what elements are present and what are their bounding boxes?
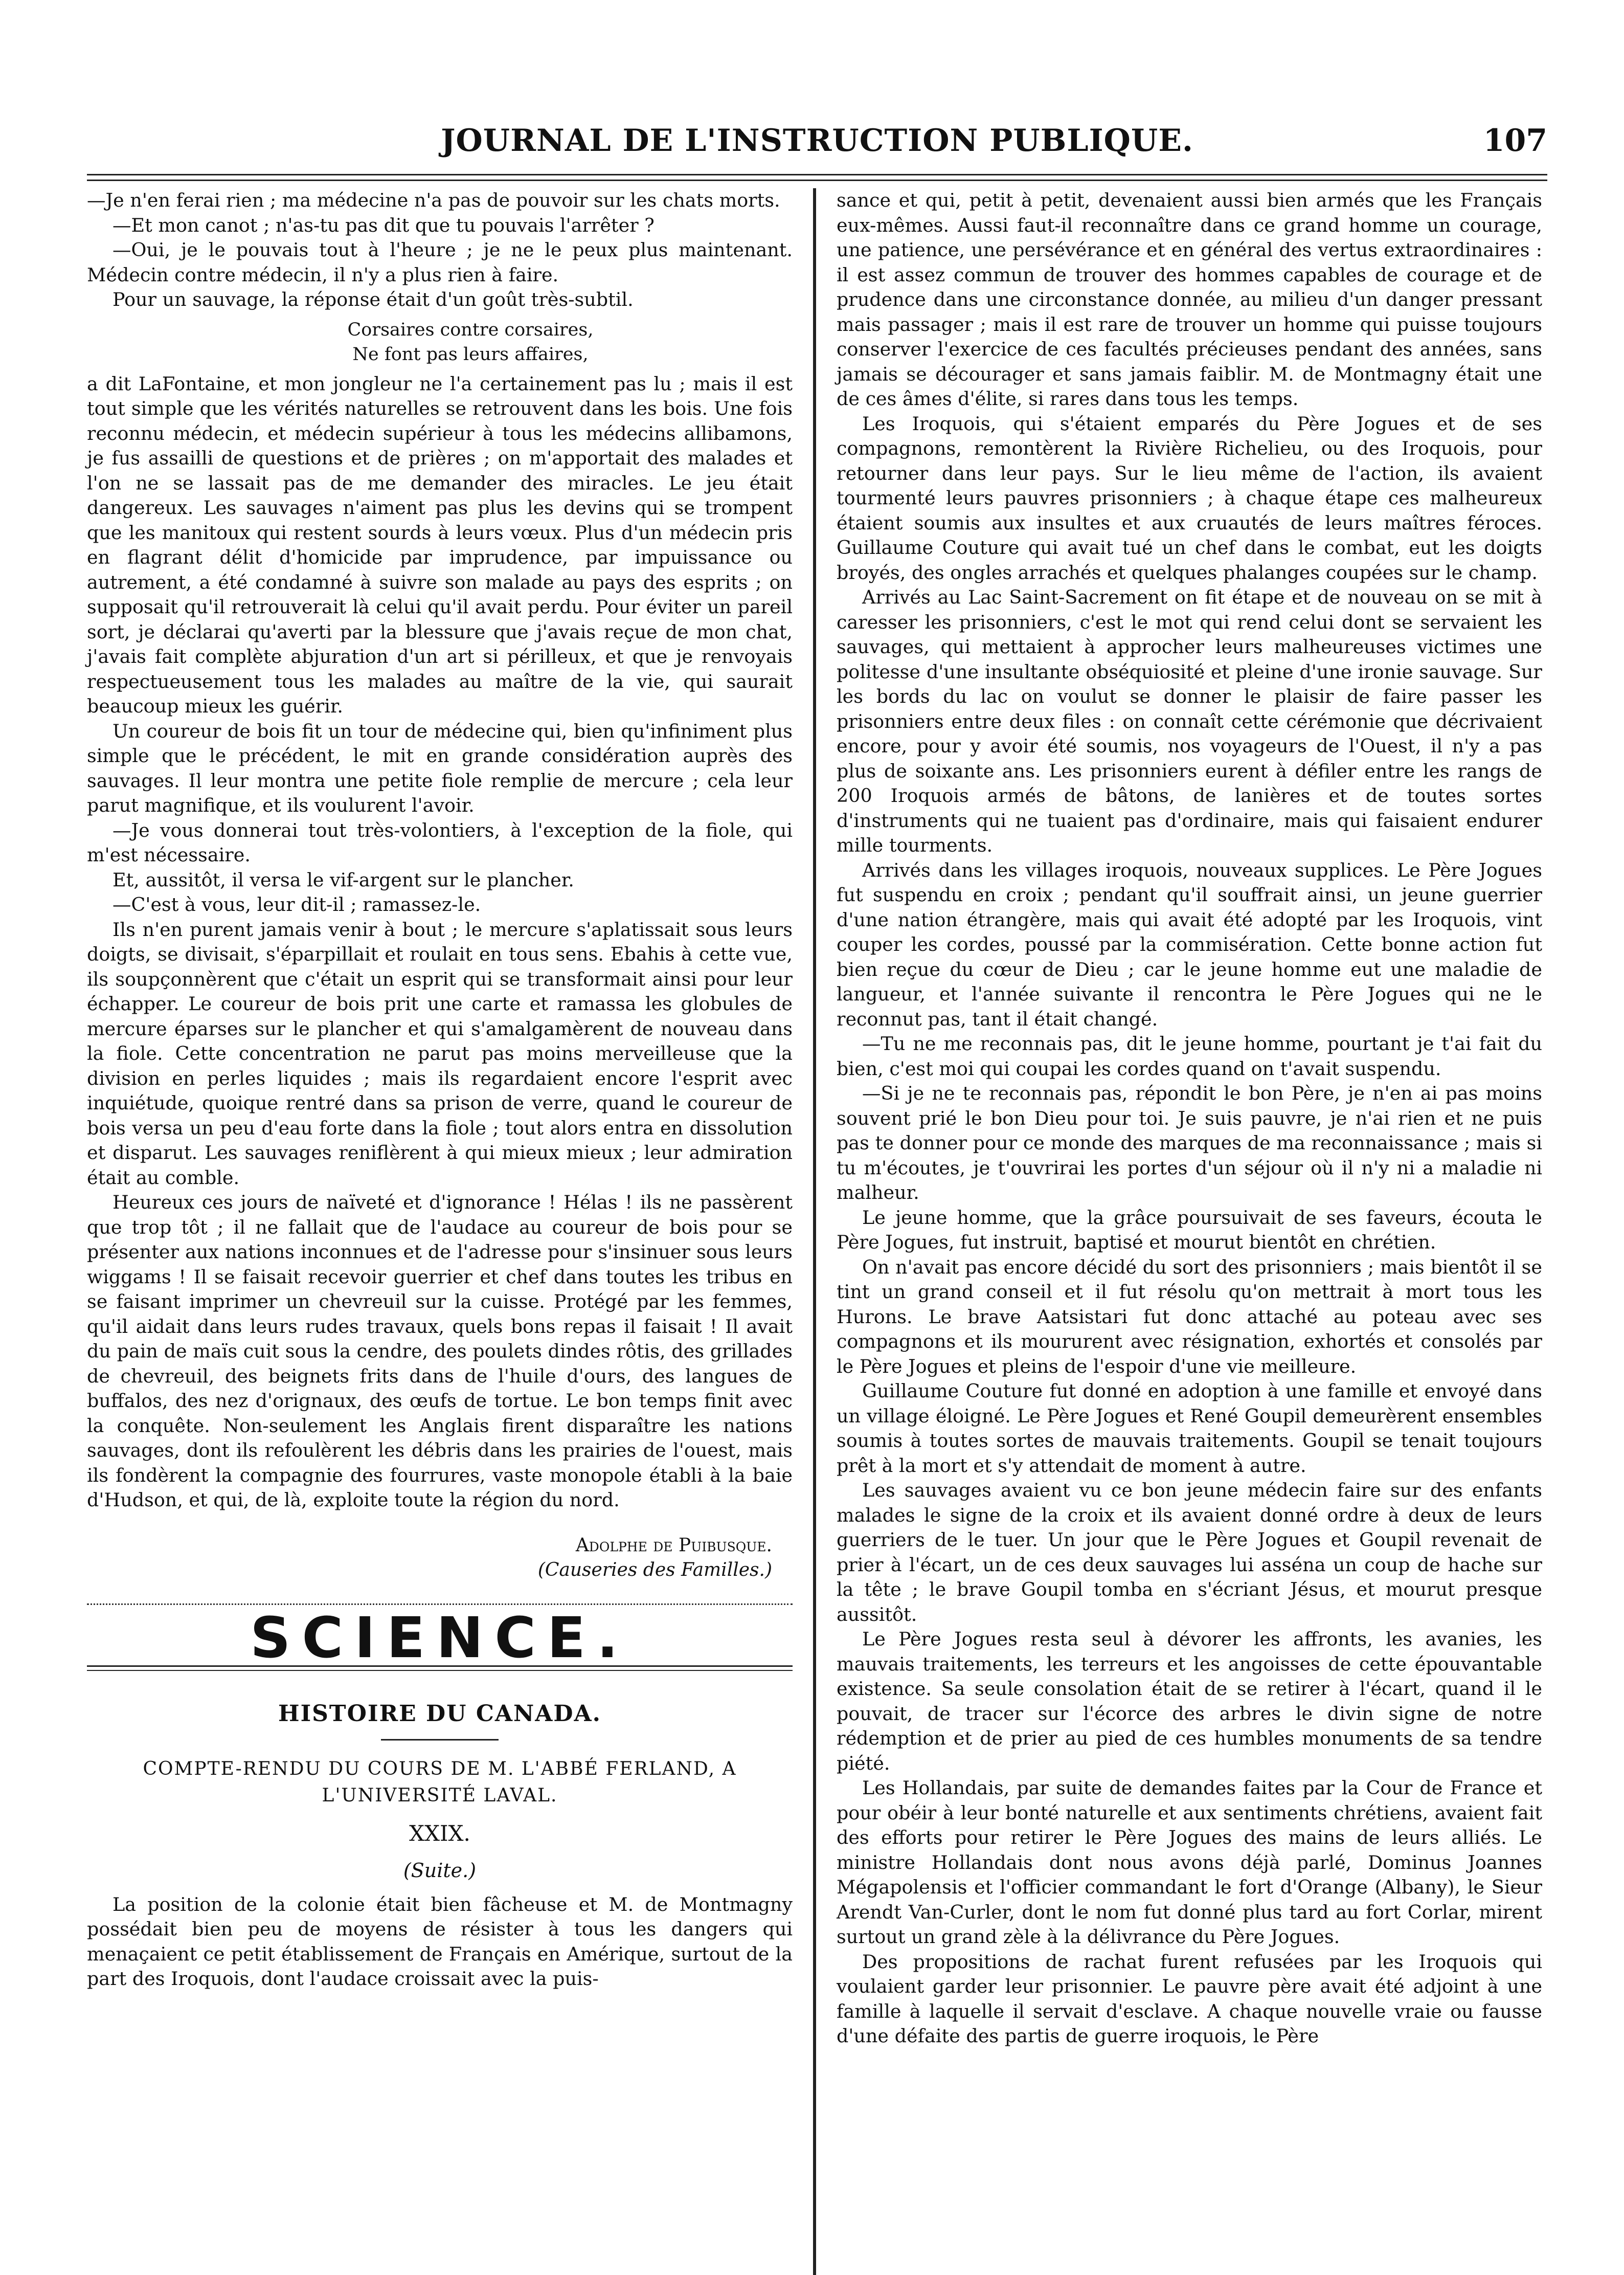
- verse-line: Corsaires contre corsaires,: [347, 319, 594, 340]
- verse-line: Ne font pas leurs affaires,: [352, 344, 589, 365]
- source-citation: (Causeries des Familles.): [537, 1559, 772, 1580]
- paragraph: Des propositions de rachat furent refusées par les Iroquois qui voulaient garder leur prisonnier. Le pauvre père avait été adjoint à une famille à laquelle il servait d'esclave. A chaque nouvelle vraie ou fausse d'une défaite des partis de guerre iroquois, le Père: [837, 1950, 1542, 2047]
- continuation-note: (Suite.): [403, 1859, 477, 1882]
- paragraph: Le Père Jogues resta seul à dévorer les affronts, les avanies, les mauvais traitements, les terreurs et les angoisses de cette épouvantable existence. Sa seule consolation était de se retirer à l'écart, quand il le pouvait, de tracer sur l'écorce des arbres le divin signe de notre rédemption et de prier au pied de ces humbles monuments de sa tendre piété.: [837, 1628, 1542, 1774]
- paragraph: Et, aussitôt, il versa le vif-argent sur le plancher.: [112, 868, 574, 891]
- page-header: [87, 123, 1547, 169]
- paragraph: —Oui, je le pouvais tout à l'heure ; je ne le peux plus maintenant. Médecin contre médecin, il n'y a plus rien à faire.: [87, 239, 793, 286]
- paragraph: Pour un sauvage, la réponse était d'un goût très-subtil.: [112, 288, 634, 310]
- paragraph: La position de la colonie était bien fâcheuse et M. de Montmagny possédait bien peu de moyens de résister à tous les dangers qui menaçaient ce petit établissement de Français en Amérique, surtout de la part des Iroquois, dont l'audace croissait avec la puis-: [87, 1893, 793, 1990]
- article-title: HISTOIRE DU CANADA.: [278, 1701, 601, 1727]
- paragraph: Les Iroquois, qui s'étaient emparés du Père Jogues et de ses compagnons, remontèrent la Rivière Richelieu, ou des Iroquois, pour retourner dans leur pays. Sur le lieu même de l'action, ils avaient tourmenté leurs pauvres prisonniers ; à chaque étape ces malheureux étaient soumis aux insultes et aux cruautés de leurs maîtres féroces. Guillaume Couture qui avait tué un chef dans le combat, eut les doigts broyés, des ongles arrachés et quelques phalanges coupées sur le champ.: [837, 412, 1542, 584]
- paragraph: —Je vous donnerai tout très-volontiers, à l'exception de la fiole, qui m'est nécessaire.: [87, 819, 793, 866]
- short-rule: [381, 1739, 499, 1741]
- running-title: JOURNAL DE L'INSTRUCTION PUBLIQUE.: [441, 123, 1193, 159]
- article-subtitle: COMPTE-RENDU DU COURS DE M. L'ABBÉ FERLAND, A L'UNIVERSITÉ LAVAL.: [143, 1758, 737, 1806]
- paragraph: Arrivés au Lac Saint-Sacrement on fit étape et de nouveau on se mit à caresser les prisonniers, c'est le mot qui rend celui dont se servaient les sauvages, qui mettaient à approcher leurs malheureuses victimes une politesse d'une insultante obséquiosité et pleine d'une ironie sauvage. Sur les bords du lac on voulut se donner le plaisir de faire passer les prisonniers entre deux files : on connaît cette cérémonie que décrivaient encore, pour y avoir été soumis, nos voyageurs de l'Ouest, il n'y a pas plus de soixante ans. Les prisonniers eurent à défiler entre les rangs de 200 Iroquois armés de bâtons, de lanières et de toutes sortes d'instruments qui ne tuaient pas d'ordinaire, mais qui faisaient endurer mille tourments.: [837, 586, 1542, 856]
- paragraph: sance et qui, petit à petit, devenaient aussi bien armés que les Français eux-mêmes. Aussi faut-il reconnaître dans ce grand homme un courage, une patience, une persévérance et en général des vertus extraordinaires : il est assez commun de trouver des hommes capables de courage et de prudence dans une circonstance donnée, au milieu d'un danger pressant mais passager ; mais il est rare de trouver un homme qui puisse toujours conserver l'exercice de ces facultés précieuses pendant des années, sans jamais se décourager et sans jamais faiblir. M. de Montmagny était une de ces âmes d'élite, si rares dans tous les temps.: [837, 189, 1542, 410]
- paragraph: —Si je ne te reconnais pas, répondit le bon Père, je n'en ai pas moins souvent prié le bon Dieu pour toi. Je suis pauvre, je n'ai rien et ne puis pas te donner pour ce monde des marques de ma reconnaissance ; mais si tu m'écoutes, je t'ouvrirai les portes d'un séjour où il n'y ni a maladie ni malheur.: [837, 1082, 1542, 1203]
- two-column-body: [87, 188, 1547, 2275]
- paragraph: Heureux ces jours de naïveté et d'ignorance ! Hélas ! ils ne passèrent que trop tôt ; il ne fallait que de l'audace au coureur de bois pour se présenter aux nations inconnues et de l'adresse pour s'insinuer sous leurs wiggams ! Il se faisait recevoir guerrier et chef dans toutes les tribus en se faisant imprimer un chevreuil sur la cuisse. Protégé par les femmes, qu'il aidait dans leurs rudes travaux, quels bons repas il faisait ! Il avait du pain de maïs cuit sous la cendre, des poulets dindes rôtis, des grillades de chevreuil, des beignets frits dans de l'huile d'ours, des langues de buffalos, des nez d'orignaux, des œufs de tortue. Le bon temps finit avec la conquête. Non-seulement les Anglais firent disparaître les nations sauvages, dont ils refoulèrent les débris dans les prairies de l'ouest, mais ils fondèrent la compagnie des fourrures, vaste monopole établi à la baie d'Hudson, et qui, de là, exploite toute la région du nord.: [87, 1191, 793, 1511]
- paragraph: Guillaume Couture fut donné en adoption à une famille et envoyé dans un village éloigné. Le Père Jogues et René Goupil demeurèrent ensembles soumis à toutes sortes de mauvais traitements. Goupil se tenait toujours prêt à la mort et s'y attendait de moment à autre.: [837, 1380, 1542, 1477]
- right-column: [816, 188, 1542, 2275]
- paragraph: Arrivés dans les villages iroquois, nouveaux supplices. Le Père Jogues fut suspendu en croix ; pendant qu'il souffrait ainsi, un jeune guerrier d'une nation étrangère, mais qui avait été adopté par les Iroquois, vint couper les cordes, poussé par la commisération. Cette bonne action fut bien reçue du cœur de Dieu ; car le jeune homme eut une maladie de langueur, et l'année suivante il rencontra le Père Jogues qui ne le reconnut pas, tant il était changé.: [837, 859, 1542, 1030]
- chapter-number: XXIX.: [409, 1820, 470, 1846]
- left-column: [87, 188, 813, 2275]
- paragraph: —Tu ne me reconnais pas, dit le jeune homme, pourtant je t'ai fait du bien, c'est moi qui coupai les cordes quand on t'avait suspendu.: [837, 1033, 1542, 1080]
- paragraph: Les Hollandais, par suite de demandes faites par la Cour de France et pour obéir à leur bonté naturelle et aux sentiments chrétiens, avaient fait des efforts pour retirer le Père Jogues des mains de leurs alliés. Le ministre Hollandais dont nous avons déjà parlé, Dominus Joannes Mégapolensis et l'officier commandant le fort d'Orange (Albany), le Sieur Arendt Van-Curler, dont le nom fut donné plus tard au fort Corlar, mirent surtout un grand zèle à la délivrance du Père Jogues.: [837, 1777, 1542, 1948]
- paragraph: On n'avait pas encore décidé du sort des prisonniers ; mais bientôt il se tint un grand conseil et il fut résolu qu'on mettrait à mort tous les Hurons. Le brave Aatsistari fut donc attaché au poteau avec ses compagnons et ils moururent avec résignation, exhortés et consolés par le Père Jogues et pleins de l'espoir d'une vie meilleure.: [837, 1256, 1542, 1377]
- author-signature: Adolphe de Puibusque.: [575, 1534, 772, 1556]
- section-heading: SCIENCE.: [250, 1604, 629, 1670]
- paragraph: Un coureur de bois fit un tour de médecine qui, bien qu'infiniment plus simple que le précédent, le mit en grande considération auprès des sauvages. Il leur montra une petite fiole remplie de mercure ; cela leur parut magnifique, et ils voulurent l'avoir.: [87, 720, 793, 816]
- paragraph: Le jeune homme, que la grâce poursuivait de ses faveurs, écouta le Père Jogues, fut instruit, baptisé et mourut bientôt en chrétien.: [837, 1206, 1542, 1253]
- paragraph: —Je n'en ferai rien ; ma médecine n'a pas de pouvoir sur les chats morts.: [87, 189, 780, 211]
- paragraph: a dit LaFontaine, et mon jongleur ne l'a certainement pas lu ; mais il est tout simple que les vérités naturelles se retrouvent dans les bois. Une fois reconnu médecin, et médecin supérieur à tous les médecins allibamons, je fus assailli de questions et de prières ; on m'apportait des malades et l'on ne se lassait pas de me demander des miracles. Le jeu était dangereux. Les sauvages n'aiment pas plus les devins qui se trompent que les manitoux qui restent sourds à leurs vœux. Plus d'un médecin pris en flagrant délit d'homicide par imprudence, par impuissance ou autrement, a été condamné à suivre son malade au pays des esprits ; on supposait qu'il retrouverait là celui qu'il avait perdu. Pour éviter un pareil sort, je déclarai qu'averti par la blessure que j'avais reçue de mon chat, j'avais fait complète abjuration d'un art si périlleux, et que je renvoyais respectueusement tous les malades au maître de la vie, qui saurait beaucoup mieux les guérir.: [87, 372, 793, 717]
- verse-quote: [87, 318, 793, 367]
- paragraph: Ils n'en purent jamais venir à bout ; le mercure s'aplatissait sous leurs doigts, se divisait, s'éparpillait et roulait en tous sens. Ebahis à cette vue, ils soupçonnèrent que c'était un esprit qui se transformait ainsi pour leur échapper. Le coureur de bois prit une carte et ramassa les globules de mercure éparses sur le plancher et qui s'amalgamèrent de nouveau dans la fiole. Cette concentration ne parut pas moins merveilleuse que la division en perles liquides ; mais ils regardaient encore l'esprit avec inquiétude, quoique rentré dans sa prison de verre, quand le coureur de bois versa un peu d'eau forte dans la fiole ; tout alors entra en dissolution et disparut. Les sauvages reniflèrent à qui mieux mieux ; leur admiration était au comble.: [87, 918, 793, 1189]
- header-double-rule: [87, 174, 1547, 181]
- paragraph: —Et mon canot ; n'as-tu pas dit que tu pouvais l'arrêter ?: [112, 214, 655, 236]
- paragraph: —C'est à vous, leur dit-il ; ramassez-le.: [112, 894, 481, 916]
- paragraph: Les sauvages avaient vu ce bon jeune médecin faire sur des enfants malades le signe de la croix et ils avaient donné ordre à deux de leurs guerriers de le tuer. Un jour que le Père Jogues et Goupil revenait de prier à l'écart, un de ces deux sauvages lui asséna un coup de hache sur la tête ; le brave Goupil tomba en s'écriant Jésus, et mourut presque aussitôt.: [837, 1479, 1542, 1625]
- page-number: 107: [1483, 123, 1547, 159]
